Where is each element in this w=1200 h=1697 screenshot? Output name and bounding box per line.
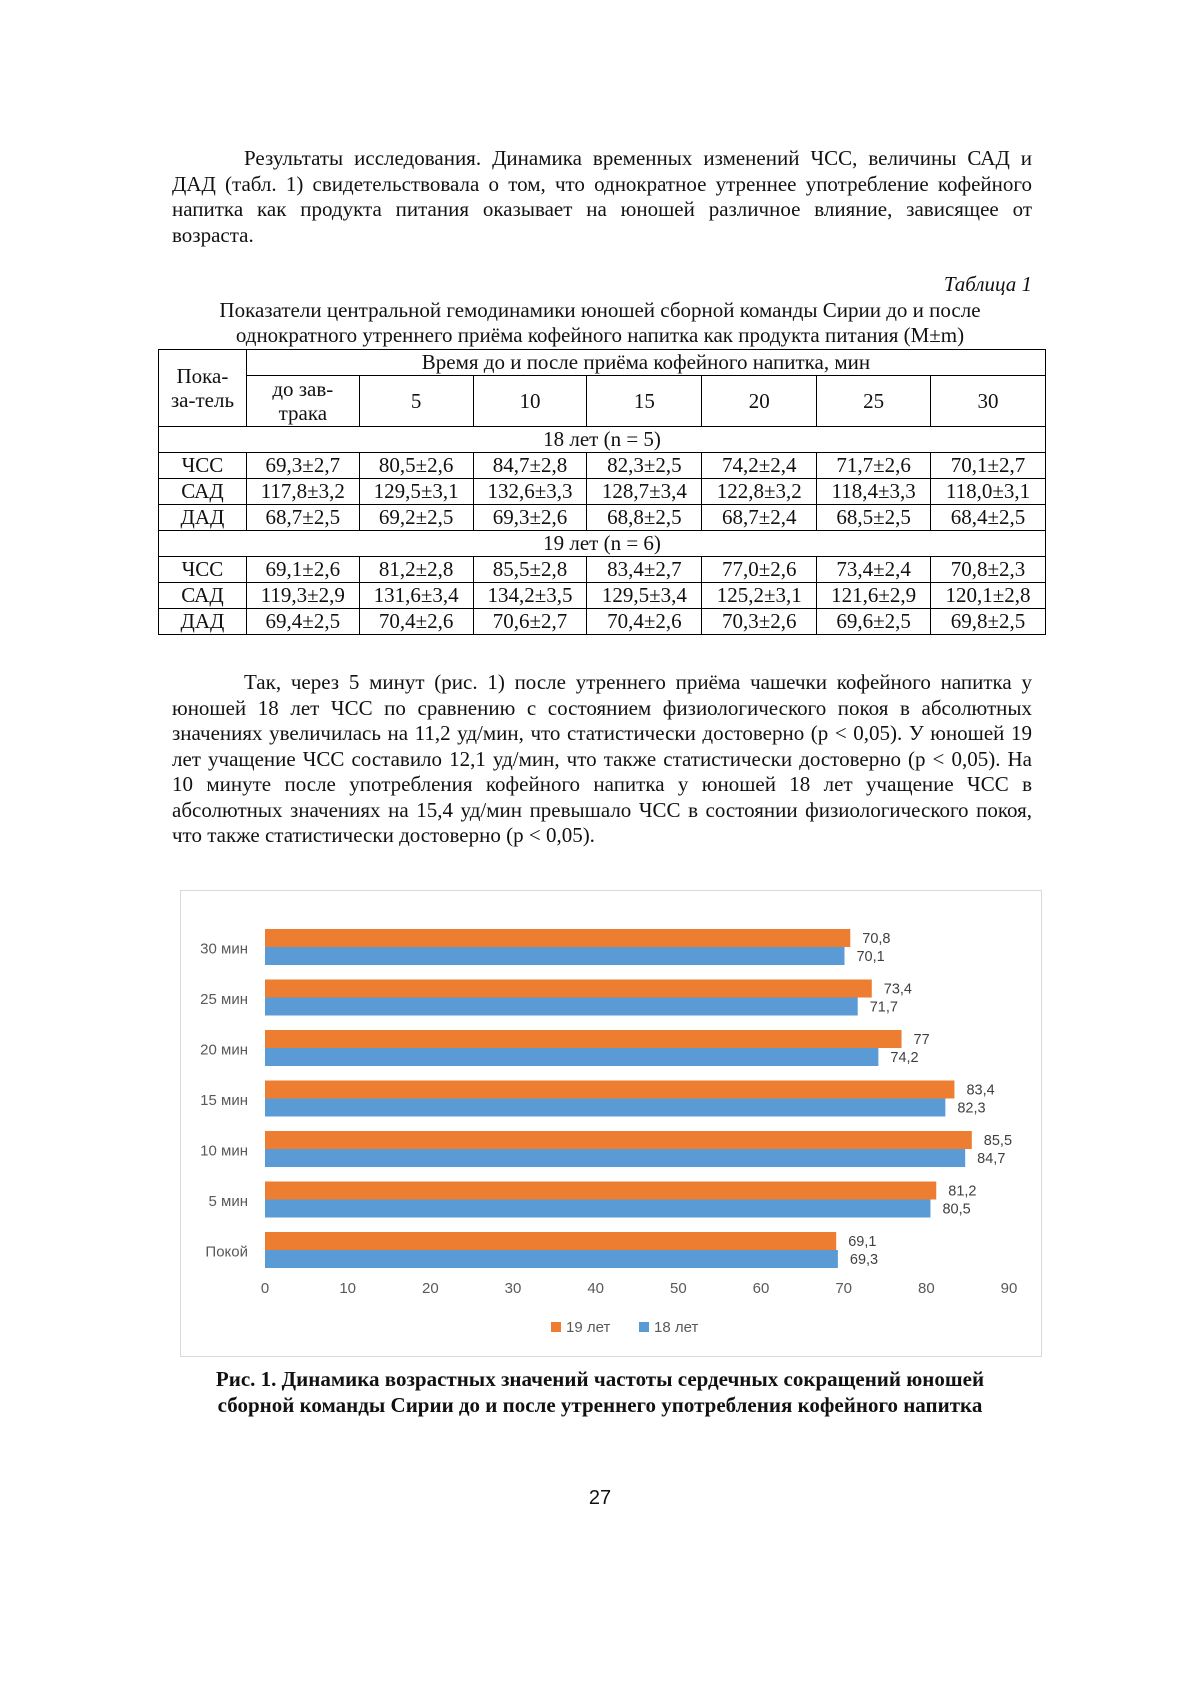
paragraph-discussion: Так, через 5 минут (рис. 1) после утреннего приёма чашечки кофейного напитка у юношей 18 лет ЧСС по сравнению с состоянием физиологического покоя в абсолютных значениях увеличилась на 11,2 уд/мин, что статистически достоверно (р < 0,05). У юношей 19 лет учащение ЧСС составило 12,1 уд/мин, что также статистически достоверно (р < 0,05). На 10 минуте после употребления кофейного напитка у юношей 18 лет учащение ЧСС в абсолютных значениях на 15,4 уд/мин превышало ЧСС в состоянии физиологического покоя, что также статистически достоверно (р < 0,05). [172,670,1032,847]
legend-label: 18 лет [654,1319,699,1336]
table-cell: 85,5±2,8 [473,557,587,583]
figure-caption [150,1366,1050,1418]
table-cell: 83,4±2,7 [587,557,702,583]
data-label: 71,7 [869,999,898,1016]
heart-rate-chart [180,890,1042,1357]
bar-19-лет [265,1232,836,1250]
column-header: 20 [702,376,817,427]
table-cell: 70,3±2,6 [702,609,817,635]
category-label: 30 мин [200,940,248,958]
x-tick-label: 90 [1000,1280,1018,1297]
table-cell: 73,4±2,4 [817,557,931,583]
table-cell: 68,7±2,4 [702,505,817,531]
page-number: 27 [588,1487,612,1509]
row-indicator: ЧСС [159,557,247,583]
x-tick-label: 50 [669,1280,687,1297]
table-title-line-2: однократного утреннего приёма кофейного напитка как продукта питания (M±m) [235,323,965,347]
table-cell: 69,8±2,5 [931,609,1046,635]
legend-label: 19 лет [566,1319,611,1336]
caption-line-2: сборной команды Сирии до и после утреннего употребления кофейного напитка [217,1393,983,1417]
x-tick-label: 20 [421,1280,439,1297]
category-label: Покой [205,1243,248,1261]
data-label: 70,8 [862,931,891,947]
table-cell: 69,3±2,6 [473,505,587,531]
bar-18-лет [265,1200,930,1218]
table-cell: 132,6±3,3 [473,479,587,505]
table-title-line-1: Показатели центральной гемодинамики юношей сборной команды Сирии до и после [219,298,981,322]
bar-19-лет [265,1030,902,1048]
table-cell: 69,4±2,5 [246,609,359,635]
data-label: 74,2 [890,1050,919,1066]
data-label: 82,3 [957,1100,986,1117]
table-cell: 70,4±2,6 [359,609,473,635]
group-label: 18 лет (n = 5) [159,427,1046,453]
column-header: 30 [931,376,1046,427]
table-cell: 134,2±3,5 [473,583,587,609]
indicator-header: Пока-за-тель [159,350,247,427]
category-label: 25 мин [200,990,248,1008]
table-cell: 70,4±2,6 [587,609,702,635]
data-label: 85,5 [983,1133,1013,1149]
bar-18-лет [265,1099,945,1117]
table-cell: 77,0±2,6 [702,557,817,583]
row-indicator: ДАД [159,505,247,531]
column-header: до зав-трака [246,376,359,427]
bar-18-лет [265,947,844,965]
column-header: 10 [473,376,587,427]
row-indicator: ЧСС [159,453,247,479]
table-row [159,583,1046,609]
column-header: 25 [817,376,931,427]
table-cell: 122,8±3,2 [702,479,817,505]
data-label: 83,4 [966,1082,995,1099]
data-label: 84,7 [977,1151,1006,1167]
table-row [159,557,1046,583]
data-label: 69,3 [849,1252,879,1268]
category-label: 20 мин [200,1041,248,1059]
data-label: 70,1 [856,949,885,965]
bar-19-лет [265,929,850,947]
table-row [159,505,1046,531]
table-cell: 69,1±2,6 [246,557,359,583]
table-cell: 81,2±2,8 [359,557,473,583]
table-row [159,609,1046,635]
column-header: 15 [587,376,702,427]
x-tick-label: 80 [917,1280,935,1297]
data-label: 73,4 [883,981,913,998]
table-cell: 69,3±2,7 [246,453,359,479]
table-cell: 119,3±2,9 [246,583,359,609]
table-cell: 68,5±2,5 [817,505,931,531]
time-header: Время до и после приёма кофейного напитка, мин [246,350,1045,376]
table-cell: 129,5±3,1 [359,479,473,505]
table-group-row [159,427,1046,453]
paragraph-results: Результаты исследования. Динамика временных изменений ЧСС, величины САД и ДАД (табл. 1) свидетельствовала о том, что однократное утреннее употребление кофейного напитка как продукта питания оказывает на юношей различное влияние, зависящее от возраста. [172,146,1032,247]
bar-19-лет [265,1182,936,1200]
category-label: 5 мин [208,1192,248,1210]
caption-line-1: Рис. 1. Динамика возрастных значений частоты сердечных сокращений юношей [215,1367,985,1391]
x-tick-label: 10 [339,1280,357,1297]
table-cell: 128,7±3,4 [587,479,702,505]
table-cell: 118,4±3,3 [817,479,931,505]
table-cell: 129,5±3,4 [587,583,702,609]
table-cell: 84,7±2,8 [473,453,587,479]
data-label: 81,2 [948,1183,977,1200]
table-cell: 70,8±2,3 [931,557,1046,583]
table-cell: 68,4±2,5 [931,505,1046,531]
table-cell: 121,6±2,9 [817,583,931,609]
table-cell: 68,7±2,5 [246,505,359,531]
legend-swatch [639,1322,649,1332]
row-indicator: САД [159,583,247,609]
row-indicator: САД [159,479,247,505]
table-cell: 82,3±2,5 [587,453,702,479]
table-label: Таблица 1 [943,272,1032,296]
column-header: 5 [359,376,473,427]
group-label: 19 лет (n = 6) [159,531,1046,557]
x-tick-label: 70 [835,1280,853,1297]
table-cell: 69,2±2,5 [359,505,473,531]
chart-svg [181,891,1041,1356]
table-cell: 74,2±2,4 [702,453,817,479]
table-row [159,453,1046,479]
bar-19-лет [265,1131,972,1149]
table-row [159,479,1046,505]
legend-swatch [551,1322,561,1332]
table-title [150,298,1050,348]
row-indicator: ДАД [159,609,247,635]
bar-18-лет [265,1048,878,1066]
x-tick-label: 40 [587,1280,605,1297]
x-tick-label: 0 [260,1280,270,1297]
table-cell: 118,0±3,1 [931,479,1046,505]
table-cell: 80,5±2,6 [359,453,473,479]
table-cell: 69,6±2,5 [817,609,931,635]
bar-18-лет [265,1250,838,1268]
table-cell: 68,8±2,5 [587,505,702,531]
table-group-row [159,531,1046,557]
table-cell: 131,6±3,4 [359,583,473,609]
category-label: 10 мин [200,1142,248,1160]
bar-19-лет [265,1081,954,1099]
table-cell: 71,7±2,6 [817,453,931,479]
table-cell: 70,1±2,7 [931,453,1046,479]
bar-18-лет [265,1149,965,1167]
hemodynamics-table [158,349,1046,635]
category-label: 15 мин [200,1091,248,1109]
table-cell: 125,2±3,1 [702,583,817,609]
x-tick-label: 30 [504,1280,522,1297]
table-cell: 120,1±2,8 [931,583,1046,609]
data-label: 77 [913,1032,930,1048]
table-header-row-2 [159,376,1046,427]
data-label: 80,5 [942,1201,971,1218]
table-cell: 70,6±2,7 [473,609,587,635]
table-cell: 117,8±3,2 [246,479,359,505]
bar-18-лет [265,998,858,1016]
bar-19-лет [265,980,872,998]
data-label: 69,1 [848,1234,877,1250]
x-tick-label: 60 [752,1280,770,1297]
table-header-row-1 [159,350,1046,376]
